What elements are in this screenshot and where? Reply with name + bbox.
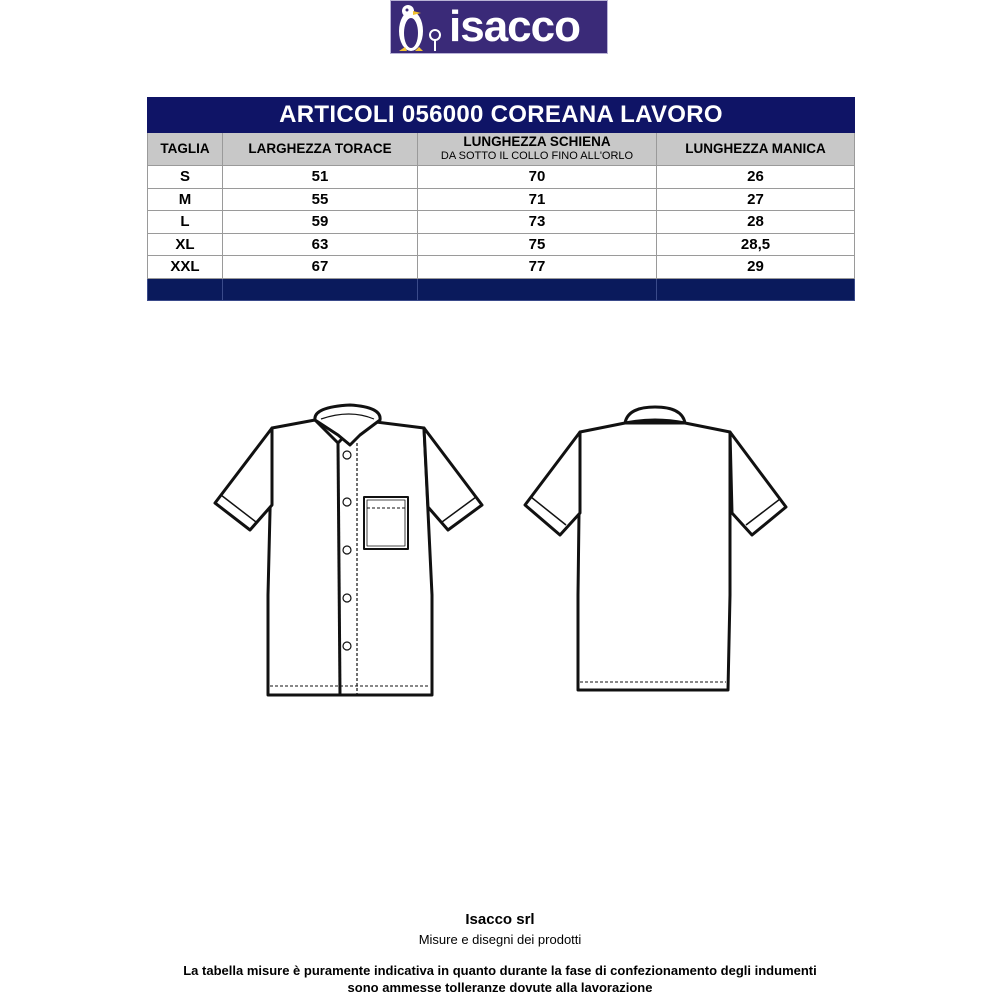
cell-back: 73 bbox=[418, 211, 657, 234]
header-chest: LARGHEZZA TORACE bbox=[223, 133, 418, 166]
cell-size: S bbox=[148, 166, 223, 189]
cell-chest: 51 bbox=[223, 166, 418, 189]
header-back-label: LUNGHEZZA SCHIENA bbox=[463, 134, 611, 149]
cell-chest: 55 bbox=[223, 188, 418, 211]
cell-sleeve: 28,5 bbox=[657, 233, 855, 256]
table-footer-bar bbox=[148, 278, 855, 300]
logo-text: isacco bbox=[449, 2, 580, 51]
cell-size: M bbox=[148, 188, 223, 211]
header-back bbox=[418, 133, 657, 166]
table-header-row bbox=[148, 133, 855, 166]
table-row bbox=[148, 211, 855, 234]
company-name: Isacco srl bbox=[465, 911, 535, 928]
cell-back: 77 bbox=[418, 256, 657, 279]
table-row bbox=[148, 188, 855, 211]
disclaimer-note bbox=[0, 962, 1000, 996]
table-title: ARTICOLI 056000 COREANA LAVORO bbox=[148, 98, 855, 133]
cell-chest: 59 bbox=[223, 211, 418, 234]
cell-back: 71 bbox=[418, 188, 657, 211]
shirt-front-drawing bbox=[215, 405, 482, 695]
size-table-container bbox=[147, 97, 854, 301]
cell-sleeve: 28 bbox=[657, 211, 855, 234]
table-row bbox=[148, 256, 855, 279]
shirt-back-drawing bbox=[525, 407, 786, 690]
penguin-icon bbox=[391, 1, 451, 55]
header-size: TAGLIA bbox=[148, 133, 223, 166]
cell-sleeve: 26 bbox=[657, 166, 855, 189]
header-sleeve: LUNGHEZZA MANICA bbox=[657, 133, 855, 166]
brand-logo bbox=[390, 0, 608, 54]
cell-size: XXL bbox=[148, 256, 223, 279]
footer-subtitle: Misure e disegni dei prodotti bbox=[418, 932, 582, 947]
cell-chest: 67 bbox=[223, 256, 418, 279]
cell-size: L bbox=[148, 211, 223, 234]
cell-back: 70 bbox=[418, 166, 657, 189]
footer-cell bbox=[223, 278, 418, 300]
disclaimer-line-2: sono ammesse tolleranze dovute alla lavorazione bbox=[347, 980, 653, 995]
table-row bbox=[148, 233, 855, 256]
cell-size: XL bbox=[148, 233, 223, 256]
cell-sleeve: 27 bbox=[657, 188, 855, 211]
disclaimer-line-1: La tabella misure è puramente indicativa in quanto durante la fase di confezionamento degli indumenti bbox=[183, 963, 817, 978]
header-back-sub: DA SOTTO IL COLLO FINO ALL'ORLO bbox=[440, 150, 634, 162]
table-title-row bbox=[148, 98, 855, 133]
footer-cell bbox=[418, 278, 657, 300]
cell-back: 75 bbox=[418, 233, 657, 256]
size-table bbox=[147, 97, 855, 301]
table-row bbox=[148, 166, 855, 189]
cell-sleeve: 29 bbox=[657, 256, 855, 279]
footer-cell bbox=[657, 278, 855, 300]
shirt-drawings bbox=[200, 395, 800, 705]
cell-chest: 63 bbox=[223, 233, 418, 256]
footer-cell bbox=[148, 278, 223, 300]
